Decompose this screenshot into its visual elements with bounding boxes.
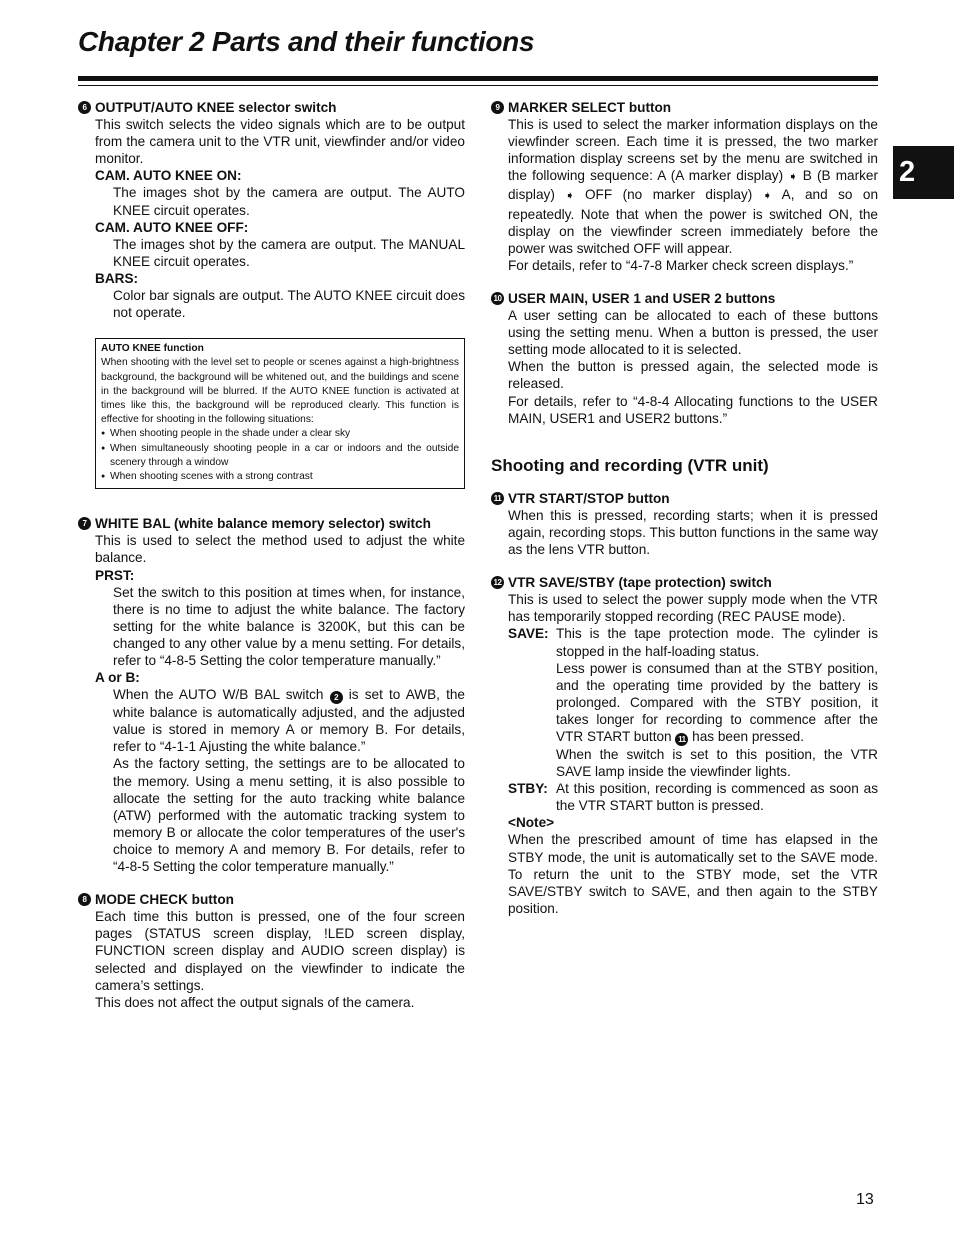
paragraph: This is used to select the method used to adjust the white balance. xyxy=(95,533,465,566)
sub-label: CAM. AUTO KNEE OFF: xyxy=(95,219,249,235)
item-user-buttons xyxy=(491,290,878,427)
text-run: When the AUTO W/B BAL switch xyxy=(113,687,324,703)
text-run: A, and so on repeatedly. Note that when the power is switched ON, the display on the viewfinder screen immediately before the power was switched OFF will appear. xyxy=(508,187,878,256)
definition-term: SAVE: xyxy=(508,626,549,642)
definition-term: STBY: xyxy=(508,781,548,797)
sub-body xyxy=(95,686,465,755)
note-body: When the prescribed amount of time has elapsed in the STBY mode, the unit is automatically set to the SAVE mode. To return the unit to the STBY mode, set the VTR SAVE/STBY switch to SAVE, and then again to the STBY position. xyxy=(508,832,878,916)
item-heading xyxy=(78,99,465,116)
definition-body xyxy=(556,780,878,814)
item-heading xyxy=(78,891,465,908)
sub-label: PRST: xyxy=(95,567,135,583)
item-mode-check xyxy=(78,891,465,1011)
left-column xyxy=(78,99,465,1027)
definition-row-stby xyxy=(508,780,878,814)
arrow-right-icon: ➧ xyxy=(762,190,772,203)
auto-knee-info-box xyxy=(95,338,465,489)
paragraph: Each time this button is pressed, one of the four screen pages (STATUS screen display, !LED screen display, FUNCTION screen display and AUDIO screen display) is selected and displayed on the viewfinder to indicate the camera’s settings. xyxy=(95,909,465,993)
paragraph: This is the tape protection mode. The cylinder is stopped in the half-loading status. xyxy=(556,626,878,659)
item-number-badge: 7 xyxy=(78,517,91,530)
item-marker-select xyxy=(491,99,878,274)
item-body xyxy=(491,591,878,917)
chapter-tab-number: 2 xyxy=(899,156,916,188)
text-run: Less power is consumed than at the STBY position, and the operating time provided by the battery is prolonged. Compared with the STBY position, it takes longer for recording to commence after the VTR START button xyxy=(556,660,878,744)
paragraph: When this is pressed, recording starts; when it is pressed again, recording stops. This button functions in the same way as the lens VTR button. xyxy=(508,507,878,558)
paragraph: For details, refer to “4-8-4 Allocating functions to the USER MAIN, USER1 and USER2 buttons.” xyxy=(508,393,878,426)
item-title: USER MAIN, USER 1 and USER 2 buttons xyxy=(508,290,776,306)
note-label: <Note> xyxy=(508,815,555,831)
item-title: OUTPUT/AUTO KNEE selector switch xyxy=(95,100,337,115)
item-body xyxy=(491,116,878,274)
paragraph: For details, refer to “4-7-8 Marker check screen displays.” xyxy=(508,257,854,273)
inline-number-badge: 2 xyxy=(330,691,343,704)
sub-body: As the factory setting, the settings are to be allocated to the memory. Using a menu setting, it is also possible to allocate the setting for the auto tracking white balance (ATW) performed with the automatic tracking system to memory B or allocate the color temperatures of the user's choice to memory A and memory B. For details, refer to “4-8-5 Setting the color temperature manually.” xyxy=(113,756,465,875)
paragraph: When the button is pressed again, the selected mode is released. xyxy=(508,359,878,392)
item-vtr-start-stop xyxy=(491,490,878,558)
paragraph: A user setting can be allocated to each of these buttons using the setting menu. When a button is pressed, the user setting mode allocated to it is selected. xyxy=(508,308,878,358)
paragraph: This switch selects the video signals which are to be output from the camera unit to the VTR unit, viewfinder and/or video monitor. xyxy=(95,117,465,167)
item-body xyxy=(78,116,465,321)
sub-body: Set the switch to this position at times when, for instance, there is no time to adjust the white balance. The factory setting for the white balance is 3200K, but this can be changed to any other value by a menu setting. For details, refer to “4-8-5 Setting the color temperature manually.” xyxy=(113,584,465,668)
item-heading xyxy=(491,574,878,591)
item-body xyxy=(491,507,878,558)
sub-body: The images shot by the camera are output. The MANUAL KNEE circuit operates. xyxy=(113,236,465,269)
info-box-bullet: ● When shooting people in the shade under a clear sky xyxy=(101,427,459,441)
info-box-title: AUTO KNEE function xyxy=(101,343,204,355)
sub-label: A or B: xyxy=(95,670,140,686)
item-number-badge: 11 xyxy=(491,492,504,505)
item-body xyxy=(491,307,878,427)
paragraph: This does not affect the output signals of the camera. xyxy=(95,994,415,1010)
paragraph: When the switch is set to this position, the VTR SAVE lamp inside the viewfinder lights. xyxy=(556,747,878,780)
sub-label: CAM. AUTO KNEE ON: xyxy=(95,168,242,184)
text-run: is set to AWB, the white balance is automatically adjusted, and the adjusted value is stored in memory A or memory B. For details, refer to “4-1-1 Ajusting the white balance.” xyxy=(113,687,465,755)
text-run: This is used to select the marker information displays on the viewfinder screen. Each time it is pressed, the two marker information display screens set by the menu are switched in the following sequence: A (A marker display) xyxy=(508,117,878,184)
item-title: MODE CHECK button xyxy=(95,892,234,908)
item-body xyxy=(78,532,465,875)
inline-number-badge: 11 xyxy=(675,733,688,746)
item-title: VTR SAVE/STBY (tape protection) switch xyxy=(508,575,772,591)
right-column xyxy=(491,99,878,933)
header-rule-thin xyxy=(78,85,878,86)
item-heading xyxy=(491,290,878,307)
paragraph xyxy=(508,116,878,257)
definition-row-save xyxy=(508,625,878,780)
item-white-bal xyxy=(78,515,465,875)
chapter-tab xyxy=(893,146,954,199)
item-number-badge: 9 xyxy=(491,101,504,114)
arrow-right-icon: ➧ xyxy=(788,171,798,184)
chapter-title: Chapter 2 Parts and their functions xyxy=(78,26,535,57)
item-number-badge: 8 xyxy=(78,893,91,906)
sub-label: BARS: xyxy=(95,270,139,286)
item-body xyxy=(78,908,465,1011)
item-heading xyxy=(491,490,878,507)
header-rule-thick xyxy=(78,76,878,81)
page-number: 13 xyxy=(856,1191,874,1208)
item-heading xyxy=(78,515,465,532)
item-output-auto-knee xyxy=(78,99,465,321)
item-number-badge: 10 xyxy=(491,292,504,305)
info-box-body: When shooting with the level set to people or scenes against a high-brightness background, the background will be whitened out, and the buildings and scene in the background will be blurred. If the AUTO KNEE function is activated at times like this, the background will be reproduced clearly. This function is effective for shooting in the following situations: xyxy=(101,357,459,426)
definition-body xyxy=(556,625,878,780)
paragraph: This is used to select the power supply mode when the VTR has temporarily stopped recording (REC PAUSE mode). xyxy=(508,592,878,625)
sub-body: The images shot by the camera are output. The AUTO KNEE circuit operates. xyxy=(113,185,465,218)
text-run: has been pressed. xyxy=(692,729,805,744)
item-number-badge: 6 xyxy=(78,101,91,114)
paragraph xyxy=(556,660,878,746)
item-title: MARKER SELECT button xyxy=(508,100,672,115)
section-heading: Shooting and recording (VTR unit) xyxy=(491,455,769,475)
arrow-right-icon: ➧ xyxy=(565,190,575,203)
text-run: OFF (no marker display) xyxy=(584,187,753,203)
info-box-bullet: ● When simultaneously shooting people in a car or indoors and the outside scenery through a window xyxy=(101,442,459,470)
text-run: B (B marker display) xyxy=(508,168,879,203)
item-number-badge: 12 xyxy=(491,576,504,589)
sub-body: Color bar signals are output. The AUTO KNEE circuit does not operate. xyxy=(113,288,465,321)
info-box-bullet: ● When shooting scenes with a strong contrast xyxy=(101,470,459,484)
item-title: WHITE BAL (white balance memory selector) switch xyxy=(95,516,431,532)
paragraph: At this position, recording is commenced as soon as the VTR START button is pressed. xyxy=(556,781,878,814)
item-heading xyxy=(491,99,878,116)
item-title: VTR START/STOP button xyxy=(508,490,670,506)
item-vtr-save-stby xyxy=(491,574,878,917)
